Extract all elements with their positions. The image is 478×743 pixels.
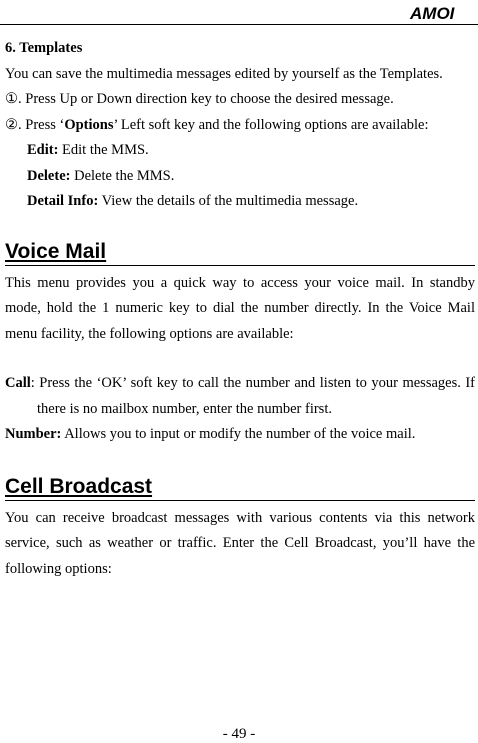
amoi-logo [408,2,472,24]
logo-text: AMOI [410,4,455,23]
templates-heading: 6. Templates [5,40,83,56]
page-content [5,36,475,582]
cell-broadcast-heading: Cell Broadcast [5,474,475,501]
options-key-label: Options [64,116,114,133]
voice-mail-call-option: Call: Press the ‘OK’ soft key to call the number and listen to your messages. If there is no mailbox number, enter the number first. [5,375,475,417]
page-number: - 49 - [222,726,256,742]
voice-mail-heading: Voice Mail [5,239,475,266]
option-delete: Delete: Delete the MMS. [27,167,175,184]
option-detail-info: Detail Info: View the details of the multimedia message. [27,193,359,209]
templates-step-1: ①. Press Up or Down direction key to choose the desired message. [5,91,394,107]
templates-intro: You can save the multimedia messages edited by yourself as the Templates. [5,65,443,82]
voice-mail-number-option: Number: Allows you to input or modify the number of the voice mail. [5,426,416,442]
header-rule [0,24,478,25]
cell-broadcast-intro: You can receive broadcast messages with various contents via this network service, such as weather or traffic. Enter the Cell Broadcast, you’ll have the following options: [5,509,475,577]
voice-mail-intro: This menu provides you a quick way to access your voice mail. In standby mode, hold the 1 numeric key to dial the number directly. In the Voice Mail menu facility, the following options are available: [5,274,475,342]
templates-step-2: ②. Press ‘Options’ Left soft key and the following options are available: [5,116,429,133]
option-edit: Edit: Edit the MMS. [27,142,149,158]
